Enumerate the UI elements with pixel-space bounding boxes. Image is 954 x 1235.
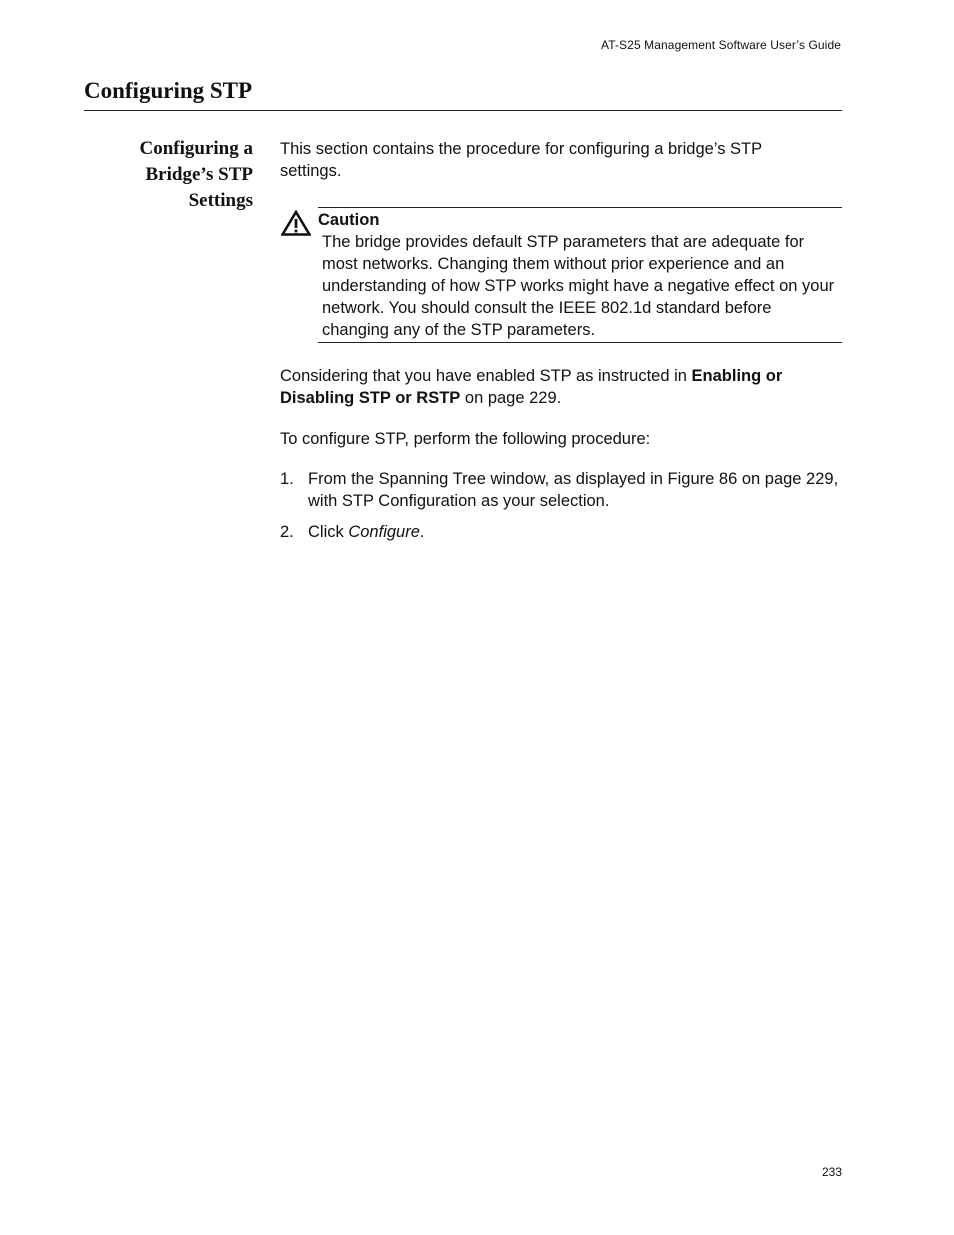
step-text: From the Spanning Tree window, as displayed in Figure 86 on page 229, with STP Configuration as your selection. [308, 470, 839, 510]
page-number: 233 [821, 1165, 842, 1179]
procedure-step [280, 521, 842, 543]
section-intro: This section contains the procedure for configuring a bridge’s STP settings. [280, 140, 762, 180]
considering-prefix: Considering that you have enabled STP as instructed in [280, 367, 692, 385]
step-number: 2. [280, 523, 294, 541]
procedure-step [280, 468, 842, 512]
warning-triangle-icon [281, 210, 311, 236]
caution-top-rule [318, 207, 842, 208]
section-heading-line: Bridge’s STP [145, 164, 253, 185]
caution-bottom-rule [318, 342, 842, 343]
section-heading-line: Configuring a [139, 138, 253, 159]
section-heading [84, 136, 253, 214]
section-heading-line: Settings [188, 190, 253, 211]
procedure-intro: To configure STP, perform the following procedure: [280, 430, 651, 448]
step-number: 1. [280, 470, 294, 488]
running-header: AT-S25 Management Software User’s Guide [600, 38, 841, 52]
chapter-title: Configuring STP [84, 78, 253, 103]
cross-reference-link[interactable]: Enabling or Disabling STP or RSTP [280, 367, 783, 407]
considering-suffix: on page 229. [460, 389, 562, 407]
caution-text: The bridge provides default STP parameters that are adequate for most networks. Changing them without prior experience and an understanding of how STP works might have a negative effect on your network. You should consult the IEEE 802.1d standard before changing any of the STP parameters. [322, 233, 835, 339]
considering-paragraph [280, 365, 840, 409]
caution-label: Caution [318, 211, 380, 229]
step-emphasis: Configure [348, 523, 420, 541]
step-suffix: . [419, 523, 425, 541]
procedure-steps [280, 468, 842, 552]
step-prefix: Click [308, 523, 349, 541]
title-rule [84, 110, 842, 111]
